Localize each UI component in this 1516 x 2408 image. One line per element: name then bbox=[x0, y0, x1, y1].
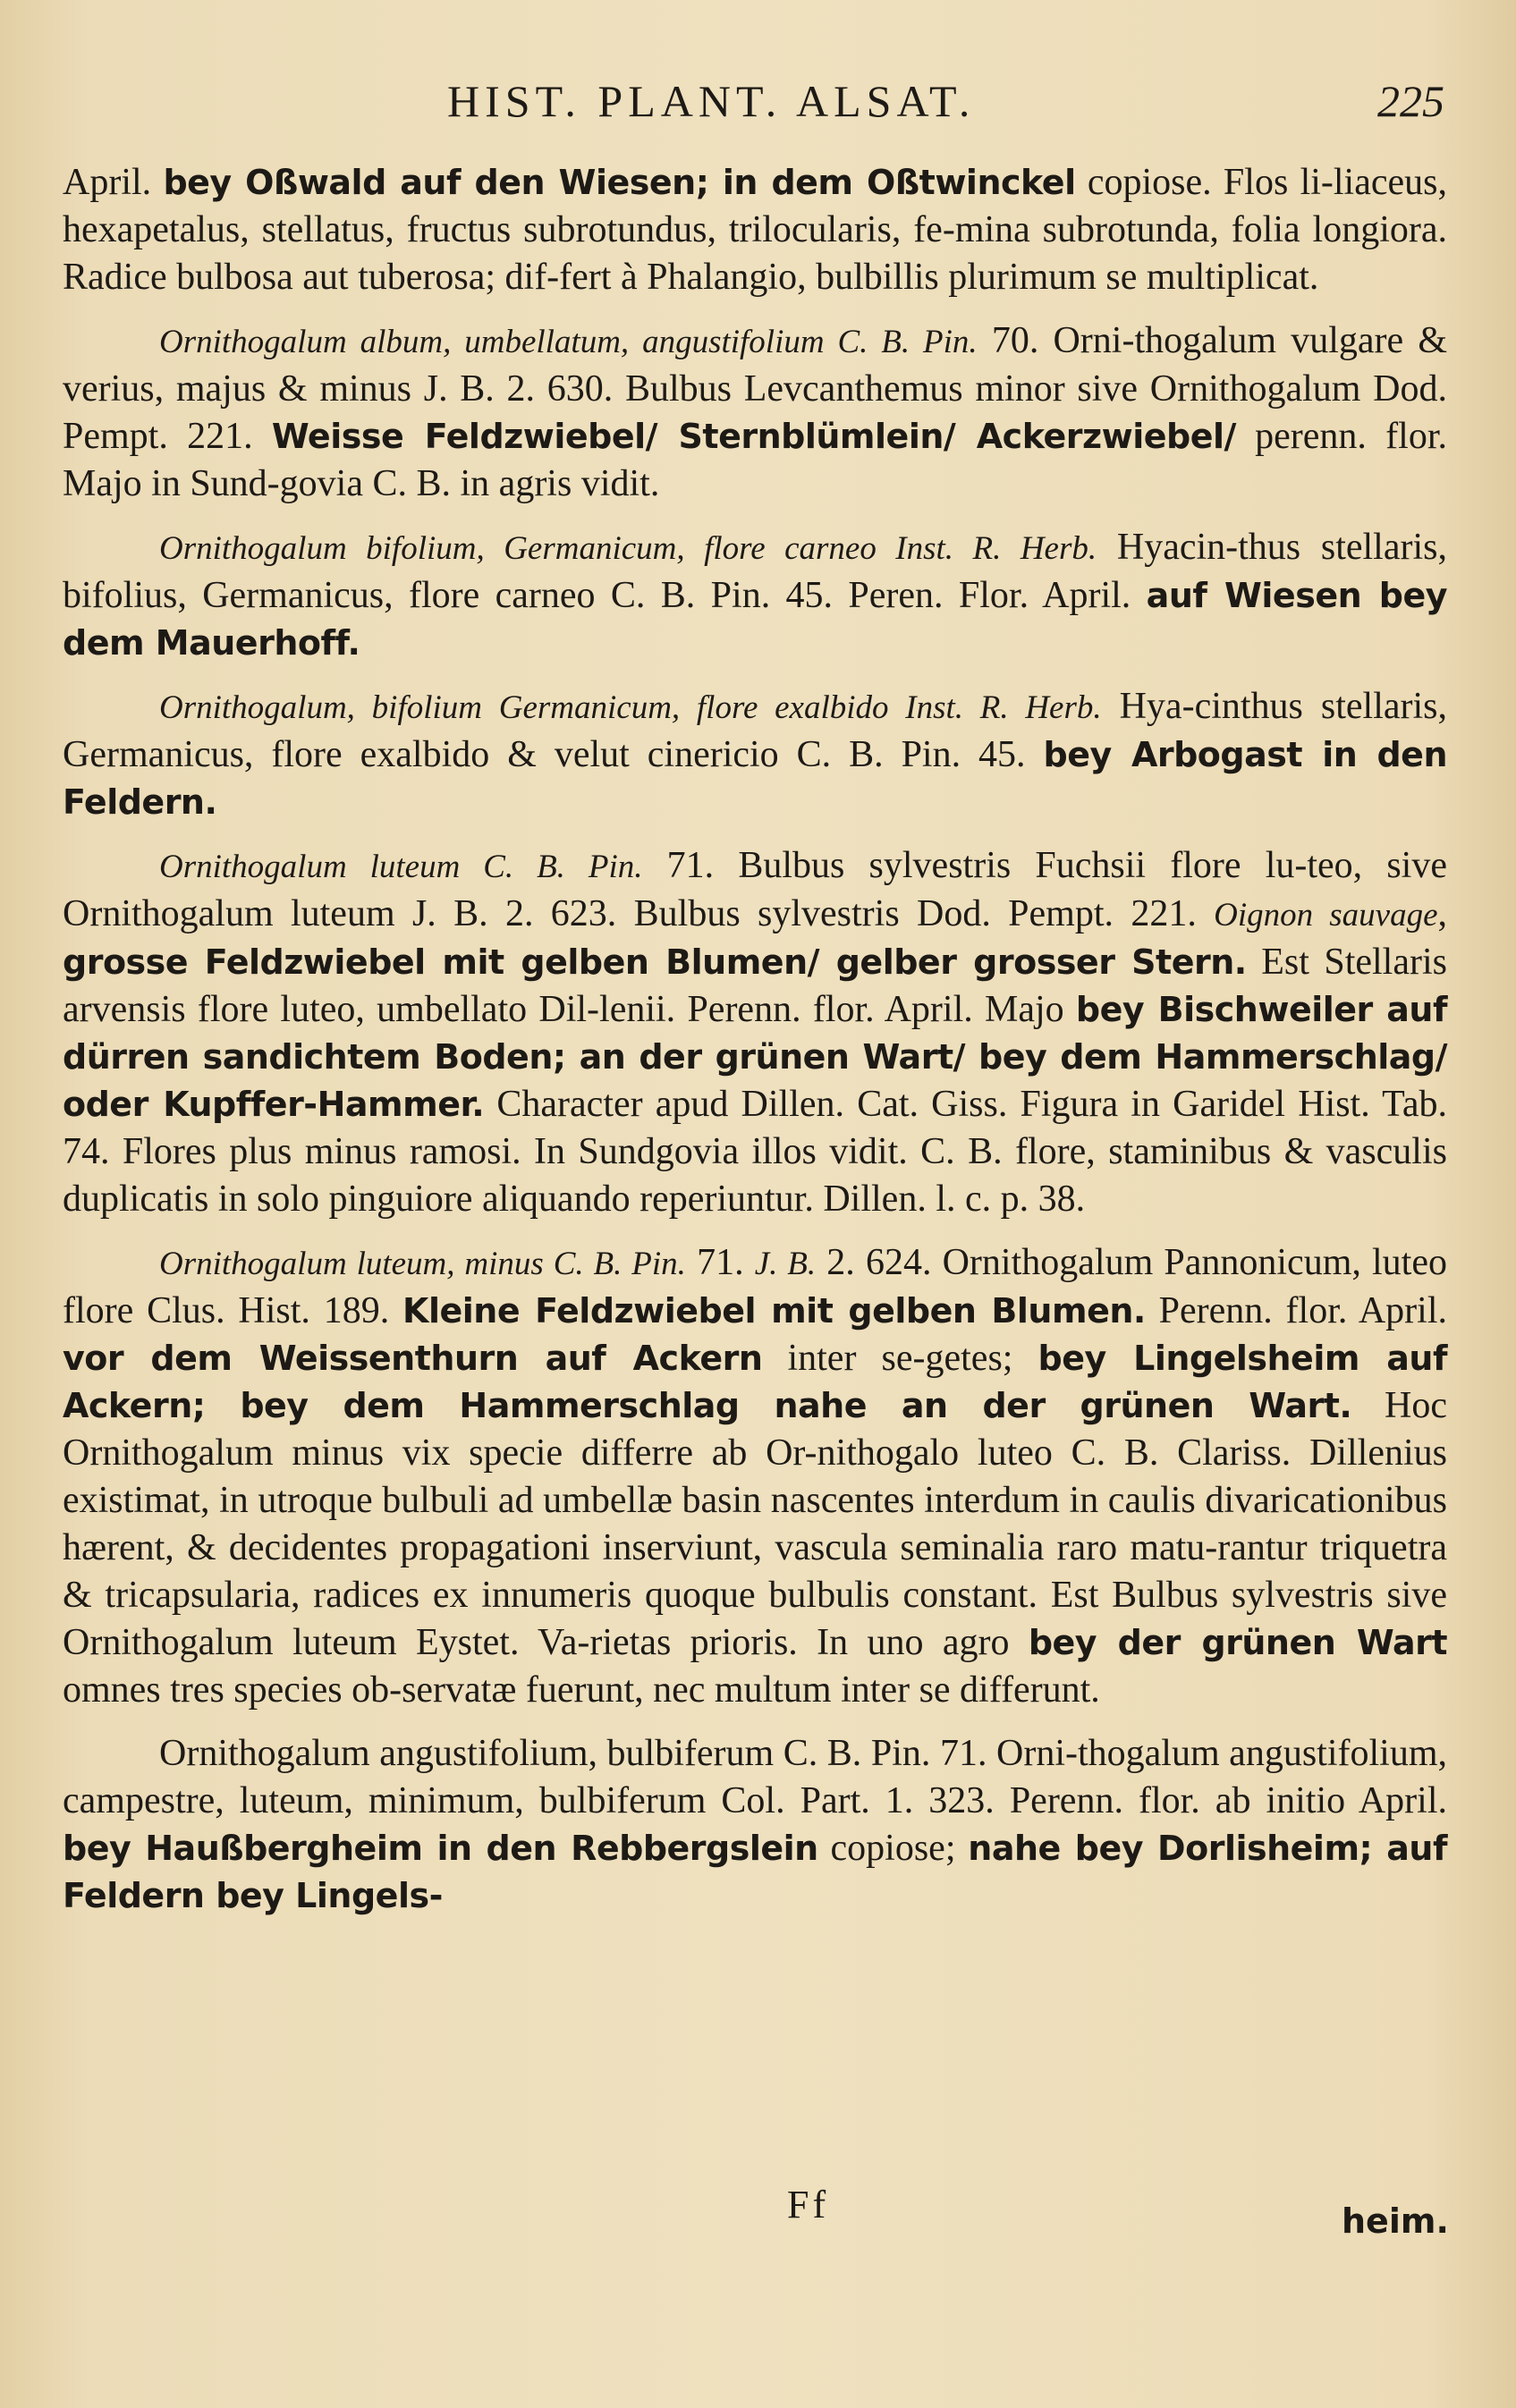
text-run: Est Stellaris arvensis flore luteo, umbellato Dil-lenii. Perenn. flor. April. Majo bbox=[63, 942, 1447, 1030]
paragraph bbox=[63, 1239, 1447, 1714]
text-run: omnes tres species ob-servatæ fuerunt, nec multum inter se differunt. bbox=[63, 1669, 1100, 1711]
german-fraktur-run: bey Haußbergheim in den Rebbergslein bbox=[63, 1829, 818, 1868]
german-fraktur-run: Kleine Feldzwiebel mit gelben Blumen. bbox=[402, 1291, 1146, 1331]
latin-italic-run: Oignon sauvage bbox=[1214, 897, 1438, 934]
running-title: HIST. PLANT. ALSAT. bbox=[447, 76, 976, 126]
german-fraktur-run: bey der grünen Wart bbox=[1028, 1623, 1447, 1662]
page-number: 225 bbox=[1377, 76, 1444, 126]
text-run: 71. bbox=[685, 1242, 755, 1283]
text-run: copiose. Flos li-liaceus, hexapetalus, stellatus, fructus subrotundus, trilocularis, fe-mina subrotunda, folia longiora. Radice bulbosa aut tuberosa; dif-fert à Phalangio, bulbillis plurimum se multiplicat. bbox=[63, 162, 1447, 298]
paragraph bbox=[63, 317, 1447, 508]
german-fraktur-run: bey Bischweiler auf dürren sandichtem Boden; an der grünen Wart/ bey dem Hammerschlag/ oder Kupffer-Hammer. bbox=[63, 990, 1447, 1124]
german-fraktur-run: bey Arbogast in den Feldern. bbox=[63, 735, 1448, 822]
text-run: 71. Bulbus sylvestris Fuchsii flore lu-teo, sive Ornithogalum luteum J. B. 2. 623. Bulbus sylvestris Dod. Pempt. 221. bbox=[63, 845, 1447, 934]
text-run: perenn. flor. Majo in Sund-govia C. B. in agris vidit. bbox=[63, 416, 1447, 504]
text-run: copiose; bbox=[817, 1828, 969, 1869]
text-run: Perenn. flor. April. bbox=[1145, 1290, 1447, 1331]
german-fraktur-run: bey Oßwald auf den Wiesen; in dem Oßtwinckel bbox=[163, 163, 1076, 202]
paragraph bbox=[63, 1730, 1447, 1920]
text-run: Ornithogalum angustifolium, bulbiferum C. B. Pin. 71. Orni-thogalum angustifolium, campestre, luteum, minimum, bulbiferum Col. Part. 1. 323. Perenn. flor. ab initio April. bbox=[63, 1733, 1447, 1821]
text-run: Hya-cinthus stellaris, Germanicus, flore exalbido & velut cinericio C. B. Pin. 45. bbox=[63, 686, 1448, 775]
running-head bbox=[0, 75, 1516, 138]
text-run: , bbox=[1437, 893, 1447, 934]
latin-italic-run: Ornithogalum luteum, minus C. B. Pin. bbox=[159, 1246, 686, 1282]
latin-italic-run: Ornithogalum luteum C. B. Pin. bbox=[159, 849, 643, 885]
latin-italic-run: J. B. bbox=[754, 1246, 817, 1282]
paragraph bbox=[63, 842, 1447, 1223]
german-fraktur-run: grosse Feldzwiebel mit gelben Blumen/ gelber grosser Stern. bbox=[63, 942, 1247, 982]
text-run: Hoc Ornithogalum minus vix specie differre ab Or-nithogalo luteo C. B. Clariss. Dillenius existimat, in utroque bulbuli ad umbellæ basin nascentes interdum in caulis divaricationibus hærent, & decidentes propagationi inserviunt, vascula seminalia raro matu-rantur triquetra & tricapsularia, radices ex innumeris quoque bulbulis constant. Est Bulbus sylvestris sive Ornithogalum luteum Eystet. Va-rietas prioris. In uno agro bbox=[63, 1385, 1447, 1663]
latin-italic-run: Ornithogalum album, umbellatum, angustifolium C. B. Pin. bbox=[159, 324, 978, 360]
german-fraktur-run: bey Lingelsheim auf Ackern; bey dem Hammerschlag nahe an der grünen Wart. bbox=[63, 1339, 1447, 1425]
text-run: Character apud Dillen. Cat. Giss. Figura in Garidel Hist. Tab. 74. Flores plus minus ramosi. In Sundgovia illos vidit. C. B. flore, staminibus & vasculis duplicatis in solo pinguiore aliquando reperiuntur. Dillen. l. c. p. 38. bbox=[63, 1084, 1447, 1220]
signature-mark: Ff bbox=[787, 2183, 830, 2226]
paragraph bbox=[63, 524, 1447, 667]
text-run: Hyacin-thus stellaris, bifolius, Germanicus, flore carneo C. B. Pin. 45. Peren. Flor. April. bbox=[63, 527, 1447, 616]
german-fraktur-run: nahe bey Dorlisheim; auf Feldern bey Lingels- bbox=[63, 1829, 1447, 1915]
text-run: 70. Orni-thogalum vulgare & verius, majus & minus J. B. 2. 630. Bulbus Levcanthemus minor sive Ornithogalum Dod. Pempt. 221. bbox=[63, 320, 1447, 457]
text-run: April. bbox=[63, 162, 164, 203]
text-run: inter se-getes; bbox=[762, 1338, 1038, 1379]
german-fraktur-run: Weisse Feldzwiebel/ Sternblümlein/ Ackerzwiebel/ bbox=[271, 417, 1236, 456]
body-text bbox=[63, 159, 1447, 1936]
latin-italic-run: Ornithogalum bifolium, Germanicum, flore carneo Inst. R. Herb. bbox=[159, 530, 1097, 567]
latin-italic-run: Ornithogalum, bifolium Germanicum, flore exalbido Inst. R. Herb. bbox=[159, 689, 1102, 726]
german-fraktur-run: vor dem Weissenthurn auf Ackern bbox=[63, 1339, 763, 1378]
paragraph bbox=[63, 683, 1447, 826]
paragraph bbox=[63, 159, 1447, 301]
catchword: heim. bbox=[1342, 2201, 1449, 2241]
text-run: 2. 624. Ornithogalum Pannonicum, luteo flore Clus. Hist. 189. bbox=[63, 1242, 1447, 1331]
german-fraktur-run: auf Wiesen bey dem Mauerhoff. bbox=[63, 576, 1447, 663]
